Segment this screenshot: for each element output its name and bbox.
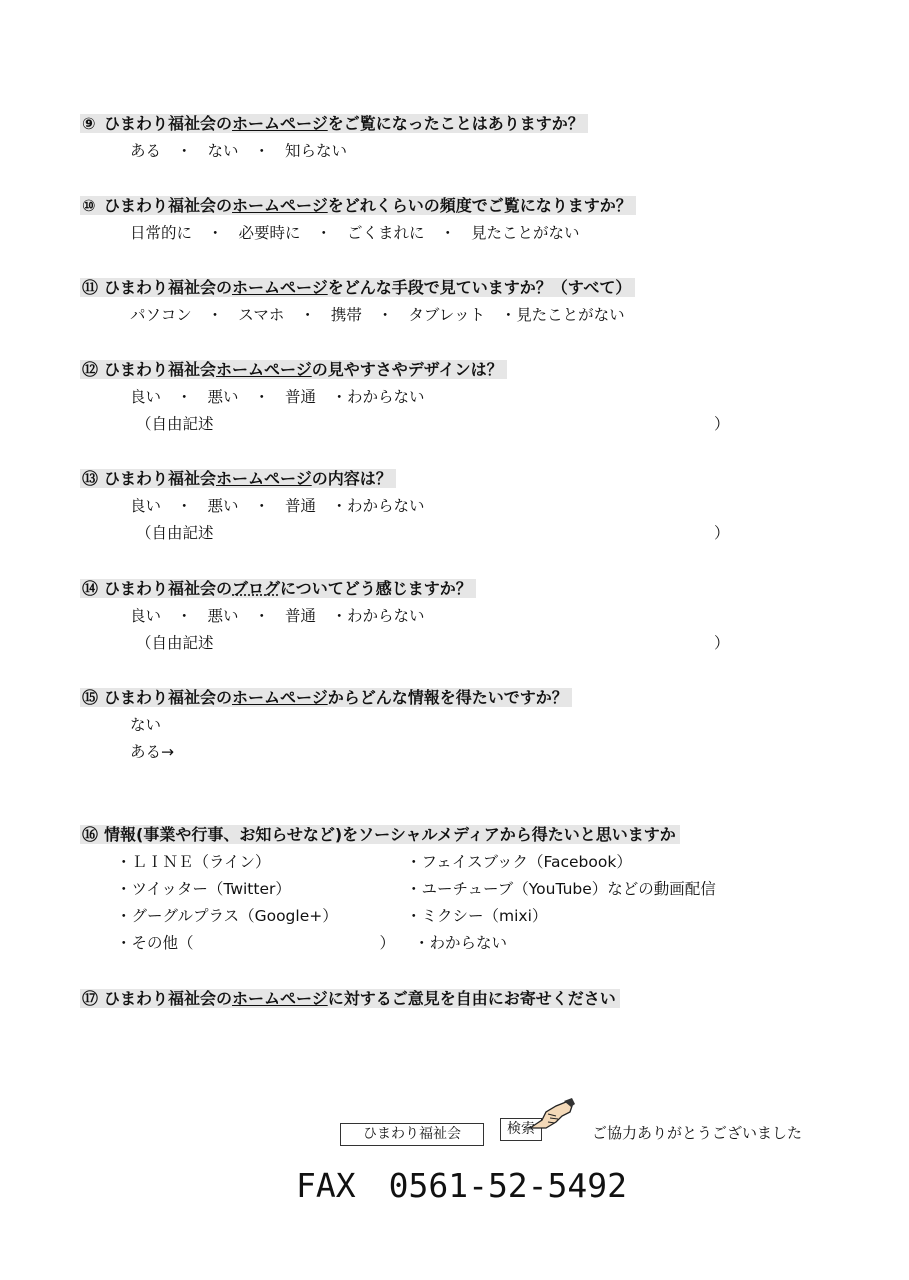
question-15: ⑮ ひまわり福祉会のホームページからどんな情報を得たいですか？ (80, 687, 572, 709)
social-option-line: ・ＬＩＮＥ（ライン） (116, 853, 271, 871)
question-number: ⑨ (82, 114, 96, 133)
answer-option-yes: ある→ (130, 743, 174, 761)
social-option-twitter: ・ツイッター（Twitter） (116, 880, 291, 898)
social-option-unknown: ・わからない (414, 934, 508, 952)
answer-options-9: ある ・ ない ・ 知らない (130, 142, 348, 160)
thanks-message: ご協力ありがとうございました (592, 1124, 803, 1142)
free-text-close-12: ） (714, 415, 730, 433)
answer-options-10: 日常的に ・ 必要時に ・ ごくまれに ・ 見たことがない (130, 224, 580, 242)
free-text-close-14: ） (714, 634, 730, 652)
answer-options-12: 良い ・ 悪い ・ 普通 ・わからない (130, 388, 425, 406)
social-option-other: ・その他（ ） (116, 934, 396, 952)
free-text-close-13: ） (714, 524, 730, 542)
pointing-hand-icon (526, 1098, 576, 1134)
social-option-googleplus: ・グーグルプラス（Google+） (116, 907, 338, 925)
social-option-mixi: ・ミクシー（mixi） (406, 907, 548, 925)
question-11: ⑪ ひまわり福祉会のホームページをどんな手段で見ていますか？（すべて） (80, 277, 635, 299)
question-9: ⑨ ひまわり福祉会のホームページをご覧になったことはありますか？ (80, 113, 588, 135)
answer-option-none: ない (130, 716, 162, 734)
question-14: ⑭ ひまわり福祉会のブログについてどう感じますか？ (80, 578, 476, 600)
search-button: 検索 (500, 1118, 542, 1141)
social-option-youtube: ・ユーチューブ（YouTube）などの動画配信 (406, 880, 716, 898)
question-16: ⑯ 情報(事業や行事、お知らせなど)をソーシャルメディアから得たいと思いますか (80, 824, 680, 846)
question-12: ⑫ ひまわり福祉会ホームページの見やすさやデザインは？ (80, 359, 507, 381)
homepage-term: ホームページ (232, 114, 328, 133)
question-13: ⑬ ひまわり福祉会ホームページの内容は？ (80, 468, 396, 490)
social-option-facebook: ・フェイスブック（Facebook） (406, 853, 632, 871)
free-text-label-14: （自由記述 (136, 634, 214, 652)
free-text-label-13: （自由記述 (136, 524, 214, 542)
question-10: ⑩ ひまわり福祉会のホームページをどれくらいの頻度でご覧になりますか？ (80, 195, 636, 217)
answer-options-11: パソコン ・ スマホ ・ 携帯 ・ タブレット ・見たことがない (130, 306, 625, 324)
answer-options-13: 良い ・ 悪い ・ 普通 ・わからない (130, 497, 425, 515)
answer-options-14: 良い ・ 悪い ・ 普通 ・わからない (130, 607, 425, 625)
fax-number: FAX 0561-52-5492 (296, 1166, 628, 1205)
free-text-label-12: （自由記述 (136, 415, 214, 433)
search-box: ひまわり福祉会 (340, 1123, 484, 1146)
blog-term: ブログ (232, 579, 281, 598)
question-17: ⑰ ひまわり福祉会のホームページに対するご意見を自由にお寄せください (80, 988, 620, 1010)
